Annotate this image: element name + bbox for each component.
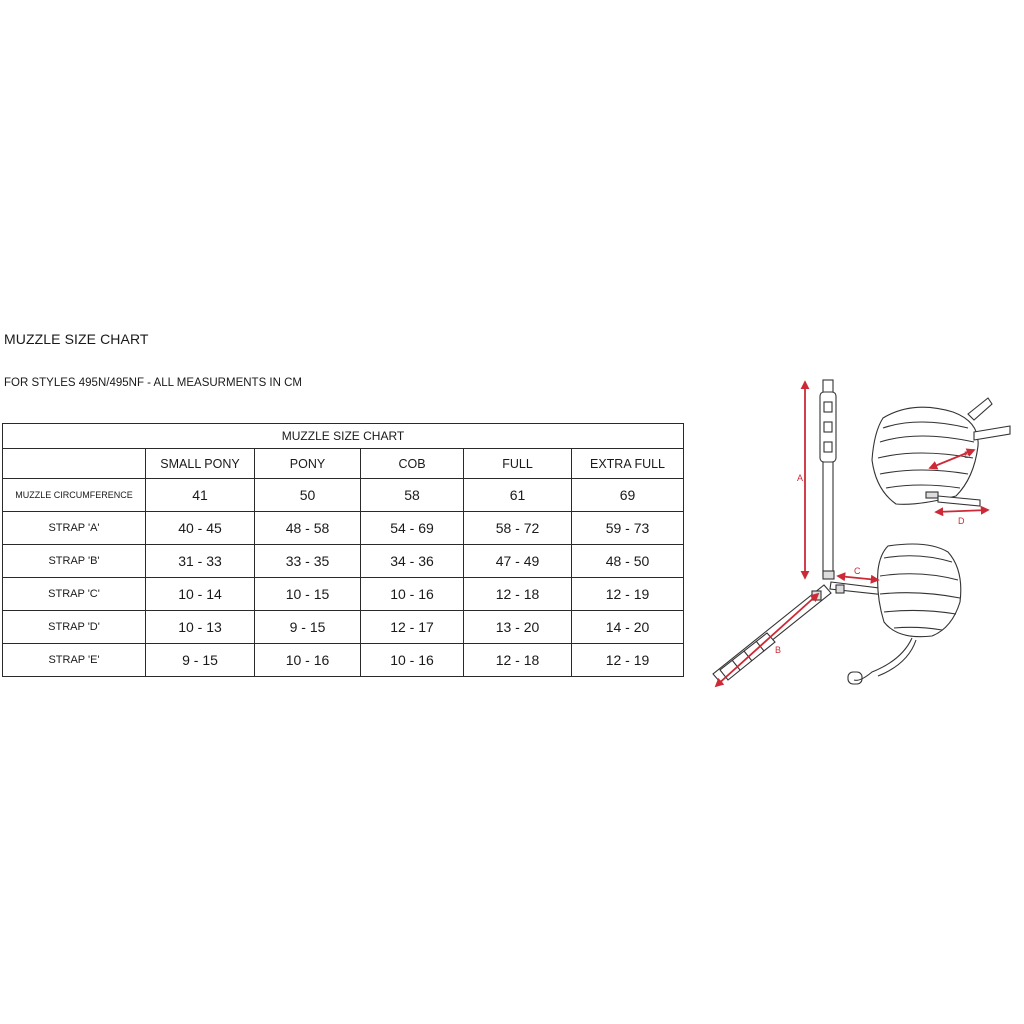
table-cell: 12 - 19 bbox=[572, 644, 684, 677]
label-b: B bbox=[775, 645, 782, 655]
header-corner-cell bbox=[3, 449, 146, 479]
table-cell: 48 - 58 bbox=[255, 512, 361, 545]
table-cell: 10 - 16 bbox=[361, 644, 464, 677]
muzzle-top-drawing bbox=[872, 398, 1010, 506]
table-cell: 40 - 45 bbox=[146, 512, 255, 545]
column-header: EXTRA FULL bbox=[572, 449, 684, 479]
table-row bbox=[3, 611, 684, 644]
row-label: STRAP 'C' bbox=[3, 578, 146, 611]
size-chart-table bbox=[2, 423, 684, 677]
strap-b-drawing bbox=[713, 585, 831, 682]
table-cell: 61 bbox=[464, 479, 572, 512]
table-cell: 9 - 15 bbox=[255, 611, 361, 644]
table-cell: 10 - 16 bbox=[255, 644, 361, 677]
table-cell: 14 - 20 bbox=[572, 611, 684, 644]
label-a: A bbox=[797, 473, 804, 483]
table-title-row bbox=[3, 424, 684, 449]
table-cell: 12 - 18 bbox=[464, 644, 572, 677]
row-label: STRAP 'E' bbox=[3, 644, 146, 677]
table-cell: 13 - 20 bbox=[464, 611, 572, 644]
table-cell: 58 - 72 bbox=[464, 512, 572, 545]
table-cell: 48 - 50 bbox=[572, 545, 684, 578]
muzzle-bottom-drawing bbox=[848, 544, 961, 684]
table-cell: 10 - 16 bbox=[361, 578, 464, 611]
table-cell: 58 bbox=[361, 479, 464, 512]
row-label: STRAP 'B' bbox=[3, 545, 146, 578]
strap-a-drawing bbox=[820, 380, 836, 579]
table-cell: 12 - 18 bbox=[464, 578, 572, 611]
table-cell: 47 - 49 bbox=[464, 545, 572, 578]
label-d: D bbox=[958, 516, 965, 526]
table-cell: 33 - 35 bbox=[255, 545, 361, 578]
table-title: MUZZLE SIZE CHART bbox=[3, 424, 684, 449]
table-header-row bbox=[3, 449, 684, 479]
table-cell: 59 - 73 bbox=[572, 512, 684, 545]
table-row bbox=[3, 512, 684, 545]
page-title: MUZZLE SIZE CHART bbox=[4, 331, 149, 347]
row-label: STRAP 'A' bbox=[3, 512, 146, 545]
table-cell: 12 - 19 bbox=[572, 578, 684, 611]
table-row bbox=[3, 545, 684, 578]
table-cell: 50 bbox=[255, 479, 361, 512]
table-cell: 10 - 14 bbox=[146, 578, 255, 611]
table-cell: 9 - 15 bbox=[146, 644, 255, 677]
table-cell: 41 bbox=[146, 479, 255, 512]
label-c: C bbox=[854, 566, 861, 576]
table-row bbox=[3, 644, 684, 677]
table-cell: 54 - 69 bbox=[361, 512, 464, 545]
row-label: STRAP 'D' bbox=[3, 611, 146, 644]
table-cell: 12 - 17 bbox=[361, 611, 464, 644]
page-subtitle: FOR STYLES 495N/495NF - ALL MEASURMENTS IN CM bbox=[4, 377, 303, 389]
column-header: FULL bbox=[464, 449, 572, 479]
table-cell: 34 - 36 bbox=[361, 545, 464, 578]
column-header: PONY bbox=[255, 449, 361, 479]
column-header: SMALL PONY bbox=[146, 449, 255, 479]
muzzle-strap-diagram bbox=[698, 370, 1024, 700]
table-row bbox=[3, 578, 684, 611]
label-e: E bbox=[964, 450, 971, 460]
table-row bbox=[3, 479, 684, 512]
row-label: MUZZLE CIRCUMFERENCE bbox=[3, 479, 146, 512]
column-header: COB bbox=[361, 449, 464, 479]
table-cell: 31 - 33 bbox=[146, 545, 255, 578]
table-cell: 10 - 13 bbox=[146, 611, 255, 644]
table-cell: 10 - 15 bbox=[255, 578, 361, 611]
table-cell: 69 bbox=[572, 479, 684, 512]
